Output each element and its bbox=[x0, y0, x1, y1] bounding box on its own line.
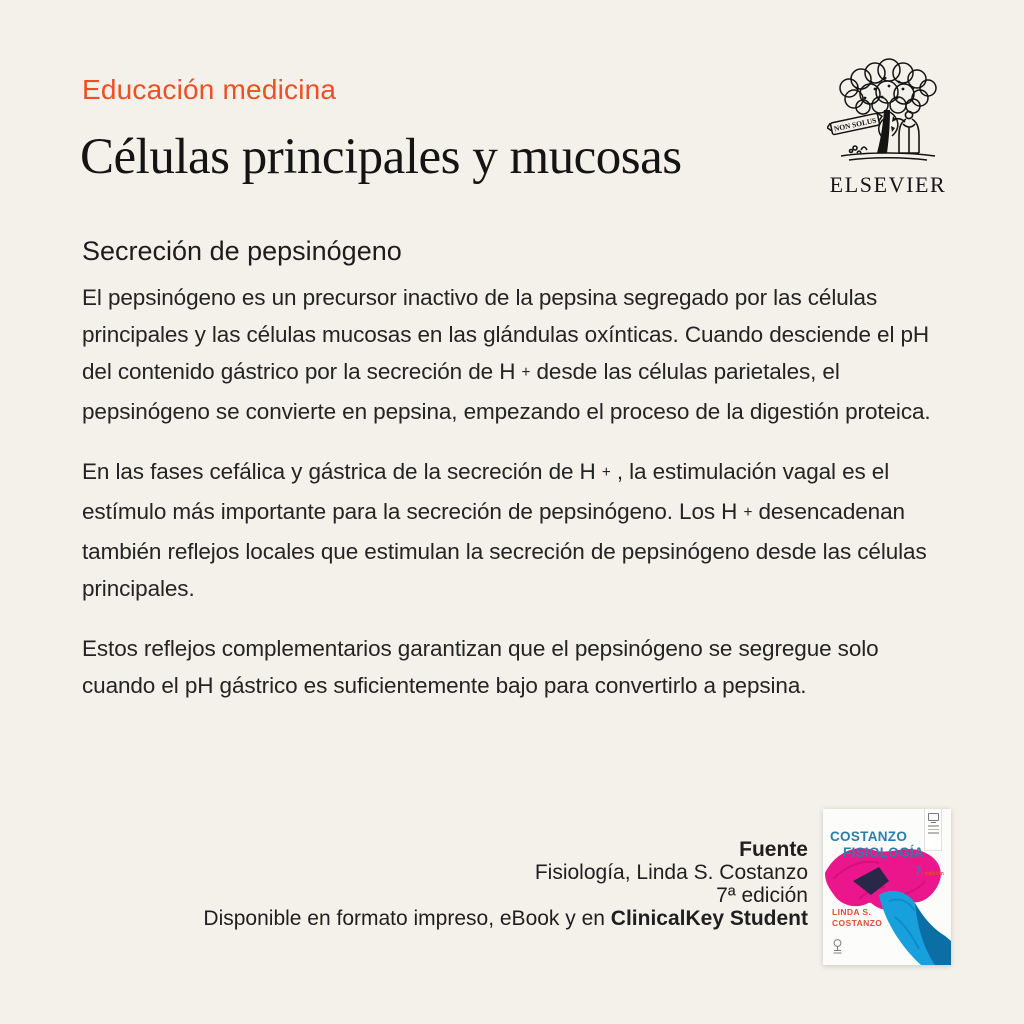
digital-version-ribbon bbox=[924, 809, 942, 851]
author-line2: COSTANZO bbox=[832, 917, 883, 928]
edition-number: 7 bbox=[914, 864, 922, 878]
elsevier-wordmark: ELSEVIER bbox=[829, 172, 947, 197]
book-author bbox=[832, 907, 882, 928]
article bbox=[82, 236, 948, 727]
ribbon-text-line bbox=[928, 832, 939, 834]
ribbon-text-line bbox=[928, 829, 939, 831]
paragraph-3: Estos reflejos complementarios garantizan que el pepsinógeno se segregue solo cuando el pH gástrico es suficientemente bajo para convertirlo a pepsina. bbox=[82, 636, 879, 698]
edition-badge bbox=[915, 862, 944, 880]
elsevier-logo bbox=[824, 58, 952, 198]
book-title-line2: FISIOLOGÍA bbox=[843, 845, 925, 860]
elsevier-mini-logo bbox=[832, 939, 843, 955]
availability-text: Disponible en formato impreso, eBook y en bbox=[203, 907, 605, 930]
source-availability bbox=[203, 907, 808, 930]
edition-suffix: ª edición bbox=[921, 871, 944, 877]
book-title bbox=[830, 829, 924, 861]
elsevier-tree-icon bbox=[827, 58, 949, 170]
paragraph-1: El pepsinógeno es un precursor inactivo de la pepsina segregado por las células principales y las células mucosas en las glándulas oxínticas. Cuando desciende el pH del contenido gástrico por la secreción de H + desde las células parietales, el pepsinógeno se convierte en pepsina, empezando el proceso de la digestión proteica. bbox=[82, 285, 931, 424]
paragraph-2: En las fases cefálica y gástrica de la secreción de H + , la estimulación vagal es el estímulo más importante para la secreción de pepsinógeno. Los H + desencadenan también reflejos locales que estimulan la secreción de pepsinógeno desde las células principales. bbox=[82, 459, 927, 601]
source-block bbox=[203, 838, 808, 930]
source-edition: 7ª edición bbox=[716, 884, 808, 907]
book-cover bbox=[823, 809, 951, 965]
book-title-line1: COSTANZO bbox=[830, 829, 908, 844]
monitor-icon bbox=[928, 813, 939, 821]
source-label: Fuente bbox=[739, 838, 808, 861]
author-line1: LINDA S. bbox=[832, 907, 872, 917]
source-book-title: Fisiología, Linda S. Costanzo bbox=[534, 861, 808, 884]
category-label: Educación medicina bbox=[82, 74, 337, 105]
logo-banner-text: NON SOLUS bbox=[833, 115, 878, 134]
page-title: Células principales y mucosas bbox=[80, 129, 682, 185]
clinicalkey-student-label: ClinicalKey Student bbox=[610, 907, 808, 930]
ribbon-text-line bbox=[928, 825, 939, 827]
section-heading: Secreción de pepsinógeno bbox=[82, 236, 402, 266]
monitor-icon-base bbox=[931, 822, 936, 823]
